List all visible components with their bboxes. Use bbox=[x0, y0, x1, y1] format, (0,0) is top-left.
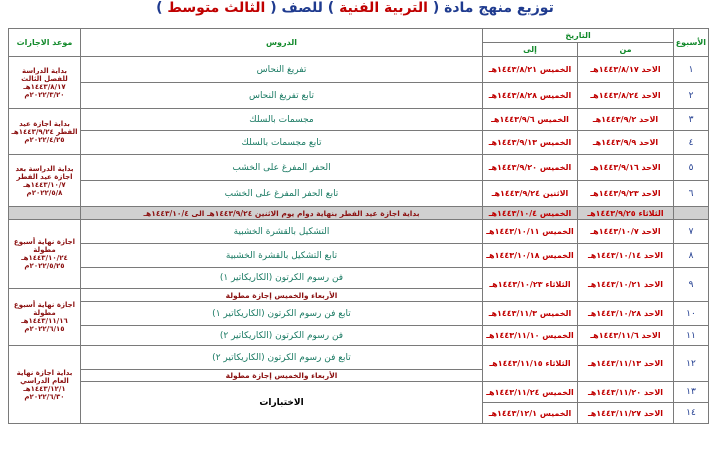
date-from: الاحد ١٤٤٣/١٠/٧هـ bbox=[578, 220, 674, 244]
lesson: تابع مجسمات بالسلك bbox=[81, 131, 483, 155]
date-to: الخميس ١٤٤٣/٩/٦هـ bbox=[483, 109, 578, 131]
date-to: الخميس ١٤٤٣/٩/٢٠هـ bbox=[483, 155, 578, 181]
lesson: تابع التشكيل بالقشرة الخشبية bbox=[81, 244, 483, 268]
schedule-table bbox=[8, 28, 709, 424]
header-week: الأسبوع bbox=[674, 29, 709, 57]
date-to: الخميس ١٤٤٣/١١/٣هـ bbox=[483, 302, 578, 326]
week-number: ٢ bbox=[674, 83, 709, 109]
week-number: ٩ bbox=[674, 268, 709, 302]
date-from: الاحد ١٤٤٣/١١/٢٧هـ bbox=[578, 403, 674, 424]
date-from: الاحد ١٤٤٣/٩/٢هـ bbox=[578, 109, 674, 131]
lesson: تفريغ النحاس bbox=[81, 57, 483, 83]
header-date: التاريخ bbox=[483, 29, 674, 43]
week-number: ١٠ bbox=[674, 302, 709, 326]
week-number: ١١ bbox=[674, 326, 709, 346]
lesson: مجسمات بالسلك bbox=[81, 109, 483, 131]
lesson: فن رسوم الكرتون (الكاريكاتير ١) bbox=[81, 268, 483, 289]
date-to: الخميس ١٤٤٣/٨/٢٨هـ bbox=[483, 83, 578, 109]
date-to: الاثنين ١٤٤٣/٩/٢٤هـ bbox=[483, 181, 578, 207]
lesson: تابع الحفر المفرغ على الخشب bbox=[81, 181, 483, 207]
lesson: فن رسوم الكرتون (الكاريكاتير ٢) bbox=[81, 326, 483, 346]
week-number: ١٣ bbox=[674, 382, 709, 403]
holiday-note: اجازة نهاية أسبوع مطولة ١٤٤٣/١٠/٢٤هـ ٢٠٢٢/٥/٢٥م bbox=[9, 220, 81, 289]
header-lessons: الدروس bbox=[81, 29, 483, 57]
header-to: إلى bbox=[483, 43, 578, 57]
week-number: ١ bbox=[674, 57, 709, 83]
lesson-note: الأربعاء والخميس إجازة مطولة bbox=[81, 370, 483, 382]
date-from: الاحد ١٤٤٣/١١/٢٠هـ bbox=[578, 382, 674, 403]
date-to: الخميس ١٤٤٣/١٠/٤هـ bbox=[483, 207, 578, 220]
lesson: تابع فن رسوم الكرتون (الكاريكاتير ٢) bbox=[81, 346, 483, 370]
date-to: الخميس ١٤٤٣/١١/٢٤هـ bbox=[483, 382, 578, 403]
holiday-band-marker bbox=[9, 207, 81, 220]
week-number: ١٢ bbox=[674, 346, 709, 382]
date-to: الخميس ١٤٤٣/٩/١٣هـ bbox=[483, 131, 578, 155]
holiday-note: اجازة نهاية أسبوع مطولة ١٤٤٣/١١/١٦هـ ٢٠٢٢/٦/١٥م bbox=[9, 289, 81, 346]
week-number: ٣ bbox=[674, 109, 709, 131]
date-from: الاحد ١٤٤٣/٩/١٦هـ bbox=[578, 155, 674, 181]
header-holidays: موعد الاجازات bbox=[9, 29, 81, 57]
week-number: ٦ bbox=[674, 181, 709, 207]
holiday-note: بداية الدراسة بعد اجازة عيد الفطر ١٤٤٣/١٠/٧هـ ٢٠٢٢/٥/٨م bbox=[9, 155, 81, 207]
date-from: الاحد ١٤٤٣/٨/٢٤هـ bbox=[578, 83, 674, 109]
title-grade: الثالث متوسط bbox=[167, 0, 266, 16]
date-to: الخميس ١٤٤٣/١٠/١٨هـ bbox=[483, 244, 578, 268]
title-subject: التربية الفنية bbox=[339, 0, 428, 16]
date-to: الخميس ١٤٤٣/١٢/١هـ bbox=[483, 403, 578, 424]
week-number: ٤ bbox=[674, 131, 709, 155]
exams-label: الاختبارات bbox=[81, 382, 483, 424]
lesson-note: الأربعاء والخميس إجازة مطولة bbox=[81, 289, 483, 302]
holiday-note: بداية اجازة عيد الفطر ١٤٤٣/٩/٢٤هـ ٢٠٢٢/٤/٢٥م bbox=[9, 109, 81, 155]
lesson: التشكيل بالقشرة الخشبية bbox=[81, 220, 483, 244]
date-from: الاحد ١٤٤٣/٨/١٧هـ bbox=[578, 57, 674, 83]
holiday-note: بداية اجازة نهاية العام الدراسي ١٤٤٣/١٢/١هـ ٢٠٢٢/٦/٣٠م bbox=[9, 346, 81, 424]
date-from: الاحد ١٤٤٣/١٠/١٤هـ bbox=[578, 244, 674, 268]
date-from: الاحد ١٤٤٣/١٠/٢٨هـ bbox=[578, 302, 674, 326]
header-from: من bbox=[578, 43, 674, 57]
week-number: ١٤ bbox=[674, 403, 709, 424]
week-number: ٨ bbox=[674, 244, 709, 268]
week-number: ٥ bbox=[674, 155, 709, 181]
date-from: الثلاثاء ١٤٤٣/٩/٢٥هـ bbox=[578, 207, 674, 220]
date-from: الاحد ١٤٤٣/٩/٩هـ bbox=[578, 131, 674, 155]
week-number: ٧ bbox=[674, 220, 709, 244]
date-to: الثلاثاء ١٤٤٣/١٠/٢٣هـ bbox=[483, 268, 578, 302]
date-from: الاحد ١٤٤٣/٩/٢٣هـ bbox=[578, 181, 674, 207]
date-to: الخميس ١٤٤٣/٨/٢١هـ bbox=[483, 57, 578, 83]
holiday-band-marker bbox=[674, 207, 709, 220]
holiday-note: بداية الدراسة للفصل الثالث ١٤٤٣/٨/١٧هـ ٢٠٢٢/٣/٢٠م bbox=[9, 57, 81, 109]
date-to: الثلاثاء ١٤٤٣/١١/١٥هـ bbox=[483, 346, 578, 382]
date-from: الاحد ١٤٤٣/١١/١٣هـ bbox=[578, 346, 674, 382]
date-to: الخميس ١٤٤٣/١١/١٠هـ bbox=[483, 326, 578, 346]
holiday-band-text: بداية اجازة عيد الفطر بنهاية دوام يوم الاثنين ١٤٤٣/٩/٢٤هـ الى ١٤٤٣/١٠/٤هـ bbox=[81, 207, 483, 220]
date-from: الاحد ١٤٤٣/١١/٦هـ bbox=[578, 326, 674, 346]
lesson: تابع فن رسوم الكرتون (الكاريكاتير ١) bbox=[81, 302, 483, 326]
page-title bbox=[150, 2, 560, 28]
date-from: الاحد ١٤٤٣/١٠/٢١هـ bbox=[578, 268, 674, 302]
lesson: الحفر المفرغ على الخشب bbox=[81, 155, 483, 181]
title-suffix: ) bbox=[156, 0, 163, 16]
lesson: تابع تفريغ النحاس bbox=[81, 83, 483, 109]
title-prefix: توزيع منهج مادة ( bbox=[432, 0, 554, 16]
date-to: الخميس ١٤٤٣/١٠/١١هـ bbox=[483, 220, 578, 244]
title-middle: ) للصف ( bbox=[270, 0, 335, 16]
